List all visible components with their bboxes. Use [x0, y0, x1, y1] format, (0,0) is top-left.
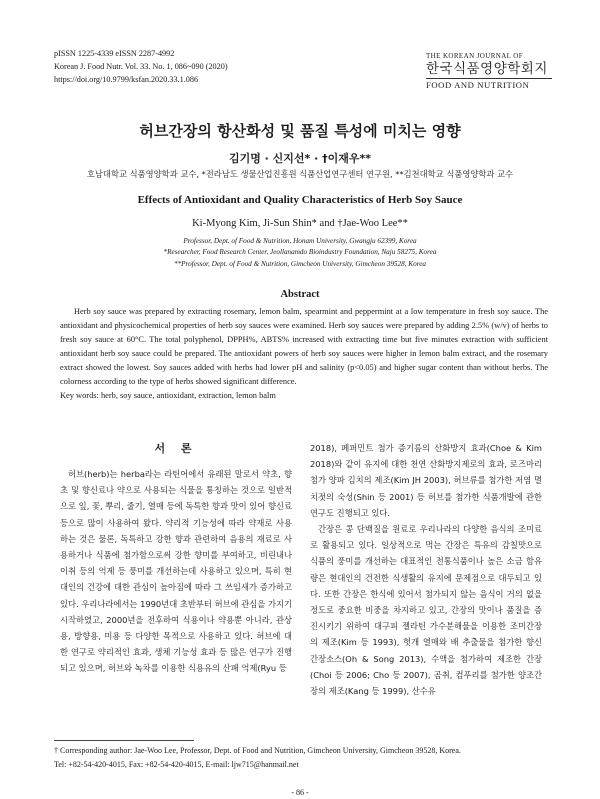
affiliation-line: Professor, Dept. of Food & Nutrition, Honam University, Gwangju 62399, Korea [183, 237, 417, 245]
affiliation-line: *Researcher, Food Research Center, Jeollanamdo Bioindustry Foundation, Naju 58275, Korea [163, 248, 437, 257]
issn-line: pISSN 1225-4339 eISSN 2287-4992 [54, 49, 175, 58]
journal-name-ko: 한국식품영양학회지 [426, 61, 548, 77]
authors-korean: 김기명 · 신지선* · †이재우** [228, 152, 372, 165]
doi-link[interactable]: https://doi.org/10.9799/ksfan.2020.33.1.086 [54, 75, 199, 84]
footnote [54, 744, 554, 772]
paragraph: 간장은 콩 단백질을 원료로 우리나라의 다양한 음식의 조미료로 활용되고 있다. 일상적으로 먹는 간장은 특유의 감칠맛으로 식품의 풍미를 개선하는 대표적인 전통식품이나 높은 소금 함유량은 현대인의 건전한 식생활의 유지에 문제점으로 대두되고 있다. 또한 간장은 한식에 있어서 첨가되지 않는 음식이 거의 없을 정도로 중요한 비중을 차지하고 있고, 간장의 맛이나 품질을 증진시키기 위하여 대구피 젤라틴 가수분해물을 이용한 조미간장의 제조(Kim 등 1993), 헛개 열매와 배 추출물을 첨가한 향신 간장소스(Oh & Song 2013), 수액을 첨가하여 제조한 간장(Choi 등 2006; Cho 등 2007), 곰취, 컴푸리를 첨가한 양조간장의 제조(Kang 등 1999), 산수유 [310, 524, 542, 697]
abstract-text: Herb soy sauce was prepared by extracting rosemary, lemon balm, spearmint and peppermint at a low temperature in fresh soy sauce. The antioxidant and physicochemical properties of herb soy sauces were examined. Herb soy sauces were prepared by adding 2.5% (w/v) of herbs to fresh soy sauce at 60°C. The total polyphenol, DPPH%, ABTS% increased with extracting time but five minutes extraction with sufficient antioxidant herb soy sauce could be prepared. The antioxidant powers of herb soy sauces were higher in lemon balm extract, and the rosemary extract showed the lowest. Soy sauces added with herbs had lower pH and salinity (p<0.05) and higher sugar content than without herbs. The colorness according to the type of herbs showed significant difference. [60, 307, 548, 386]
page-number: - 86 - [291, 788, 309, 797]
affiliation-line: **Professor, Dept. of Food & Nutrition, Gimcheon University, Gimcheon 39528, Korea [173, 259, 426, 268]
title-english: Effects of Antioxidant and Quality Characteristics of Herb Soy Sauce [137, 194, 463, 206]
citation-line: Korean J. Food Nutr. Vol. 33. No. 1, 086~090 (2020) [54, 62, 228, 71]
paragraph: 허브(herb)는 herba라는 라틴어에서 유래된 말로서 약초, 향초 및 향신료나 약으로 사용되는 식물을 통칭하는 것으로 일반적으로 잎, 꽃, 뿌리, 줄기, 열매 등에 독특한 향과 맛이 있어 향신료 등으로 많이 사용하여 왔다. 약리적 기능성에 따라 약재로 사용하는 것은 물론, 독특하고 강한 향과 관련하여 음용의 재료로 사용하거나 식품에 첨가함으로써 강한 향미를 부여하고, 비린내나 이취 등의 억제 등 풍미를 개선하는데 사용하고 있으며, 특히 현대인의 건강에 대한 관심이 높아짐에 따라 그 쓰임새가 증가하고 있다. 우리나라에서는 1990년대 초반부터 허브에 관심을 가지기 시작하였고, 2000년을 전후하여 식용이나 약용뿐 아니라, 관상용, 방향용, 미용 등 다양한 목적으로 사용하고 있다. 허브에 대한 연구로 약리적인 효과, 생체 기능성 효과 등 많은 연구가 진행되고 있으며, 허브와 녹차를 이용한 식용유의 산패 억제(Ryu 등 [60, 469, 292, 674]
corresponding-author: † Corresponding author: Jae-Woo Lee, Professor, Dept. of Food and Nutrition, Gimcheon University, Gimcheon 39528, Korea. [54, 746, 461, 755]
right-column [310, 440, 542, 699]
section-heading-introduction: 서 론 [154, 442, 198, 455]
article-meta [54, 47, 228, 86]
abstract-body [60, 305, 548, 389]
journal-name-en-top: THE KOREAN JOURNAL OF [426, 52, 524, 60]
title-korean: 허브간장의 항산화성 및 품질 특성에 미치는 영향 [139, 122, 461, 140]
left-column [60, 466, 292, 677]
journal-name-en-bottom: FOOD AND NUTRITION [426, 78, 552, 90]
abstract-heading: Abstract [280, 289, 320, 300]
contact-info: Tel: +82-54-420-4015, Fax: +82-54-420-4015, E-mail: ljw715@hanmail.net [54, 760, 299, 769]
keywords: Key words: herb, soy sauce, antioxidant, extraction, lemon balm [60, 391, 276, 400]
affiliation-english [0, 236, 600, 270]
journal-logo [426, 52, 552, 90]
footnote-divider [54, 740, 194, 741]
affiliation-korean: 호남대학교 식품영양학과 교수, *전라남도 생물산업진흥원 식품산업연구센터 연구원, **김천대학교 식품영양학과 교수 [86, 169, 514, 179]
paragraph: 2018), 페퍼민트 첨가 증기름의 산화방지 효과(Choe & Kim 2018)와 같이 유지에 대한 천연 산화방지제로의 효과, 로즈마리 첨가 양파 김치의 제조(Kim JH 2003), 허브류를 첨가한 저염 멸치젓의 숙성(Shin 등 2001) 등 허브를 첨가한 식품개발에 관한 연구도 진행되고 있다. [310, 443, 542, 518]
authors-english: Ki-Myong Kim, Ji-Sun Shin* and †Jae-Woo Lee** [192, 218, 408, 229]
